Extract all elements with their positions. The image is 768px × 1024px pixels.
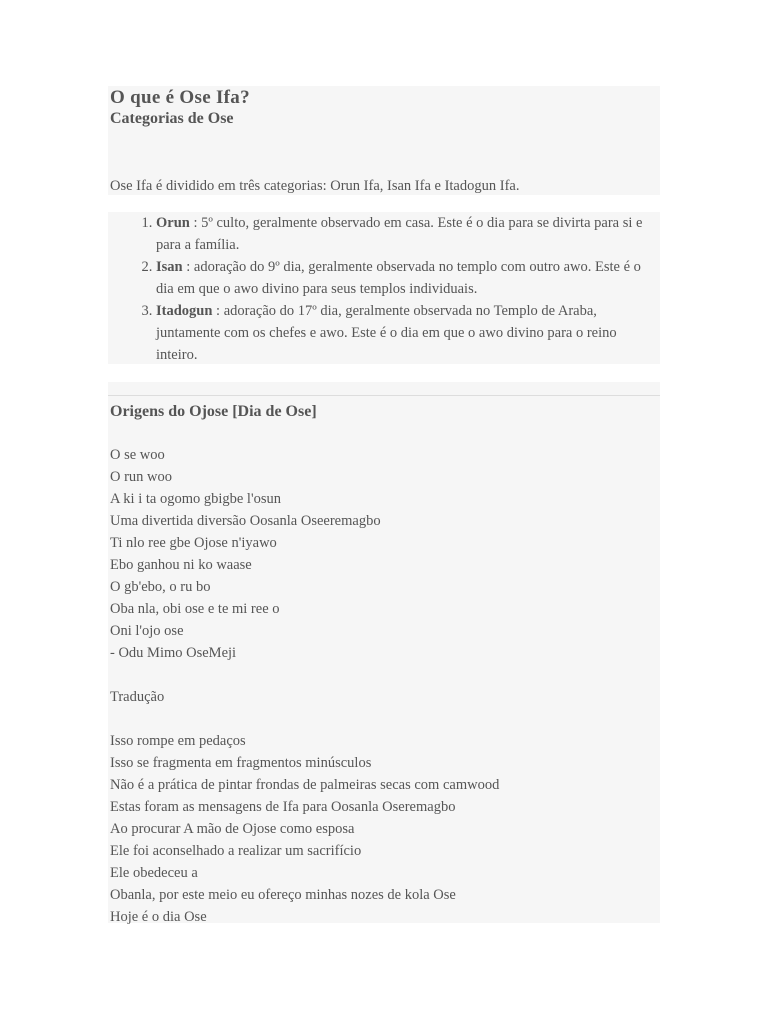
poem-lines [110,444,499,928]
translation-line: Ao procurar A mão de Ojose como esposa [110,821,355,837]
poem-section [108,382,660,923]
poem-heading: Origens do Ojose [Dia de Ose] [110,403,317,420]
poem-line: O gb'ebo, o ru bo [110,579,211,595]
translation-line: Hoje é o dia Ose [110,909,207,925]
translation-line: Ele foi aconselhado a realizar um sacrifício [110,843,362,859]
translation-label: Tradução [110,689,165,705]
section-subtitle: Categorias de Ose [110,110,234,127]
poem-line: O run woo [110,469,173,485]
categories-section [108,212,660,364]
translation-line: Isso se fragmenta em fragmentos minúsculos [110,755,372,771]
translation-line: Estas foram as mensagens de Ifa para Oosanla Oseremagbo [110,799,456,815]
poem-line: Oni l'ojo ose [110,623,184,639]
category-name: Isan [156,259,183,275]
poem-line: Oba nla, obi ose e te mi ree o [110,601,280,617]
poem-line: Ebo ganhou ni ko waase [110,557,252,573]
category-name: Itadogun [156,303,213,319]
intro-section [108,86,660,195]
translation-line: Não é a prática de pintar frondas de palmeiras secas com camwood [110,777,500,793]
intro-paragraph: Ose Ifa é dividido em três categorias: Orun Ifa, Isan Ifa e Itadogun Ifa. [110,178,520,194]
list-item-itadogun [156,300,652,366]
list-item-orun [156,212,652,256]
poem-line: A ki i ta ogomo gbigbe l'osun [110,491,281,507]
translation-line: Ele obedeceu a [110,865,198,881]
list-item-isan [156,256,652,300]
category-name: Orun [156,215,190,231]
divider [108,395,660,396]
poem-blank-line [110,664,499,686]
category-description: : adoração do 17º dia, geralmente observada no Templo de Araba, juntamente com os chefes e awo. Este é o dia em que o awo divino para o reino inteiro. [156,303,617,363]
poem-line: Ti nlo ree gbe Ojose n'iyawo [110,535,277,551]
poem-line: Uma divertida diversão Oosanla Oseeremagbo [110,513,381,529]
page-title: O que é Ose Ifa? [110,87,250,108]
poem-line: O se woo [110,447,165,463]
categories-list [108,212,660,366]
translation-line: Obanla, por este meio eu ofereço minhas nozes de kola Ose [110,887,456,903]
translation-line: Isso rompe em pedaços [110,733,246,749]
category-description: : 5º culto, geralmente observado em casa. Este é o dia para se divirta para si e para a família. [156,215,643,253]
poem-line: - Odu Mimo OseMeji [110,645,237,661]
poem-blank-line [110,708,499,730]
category-description: : adoração do 9º dia, geralmente observada no templo com outro awo. Este é o dia em que o awo divino para seus templos individuais. [156,259,641,297]
